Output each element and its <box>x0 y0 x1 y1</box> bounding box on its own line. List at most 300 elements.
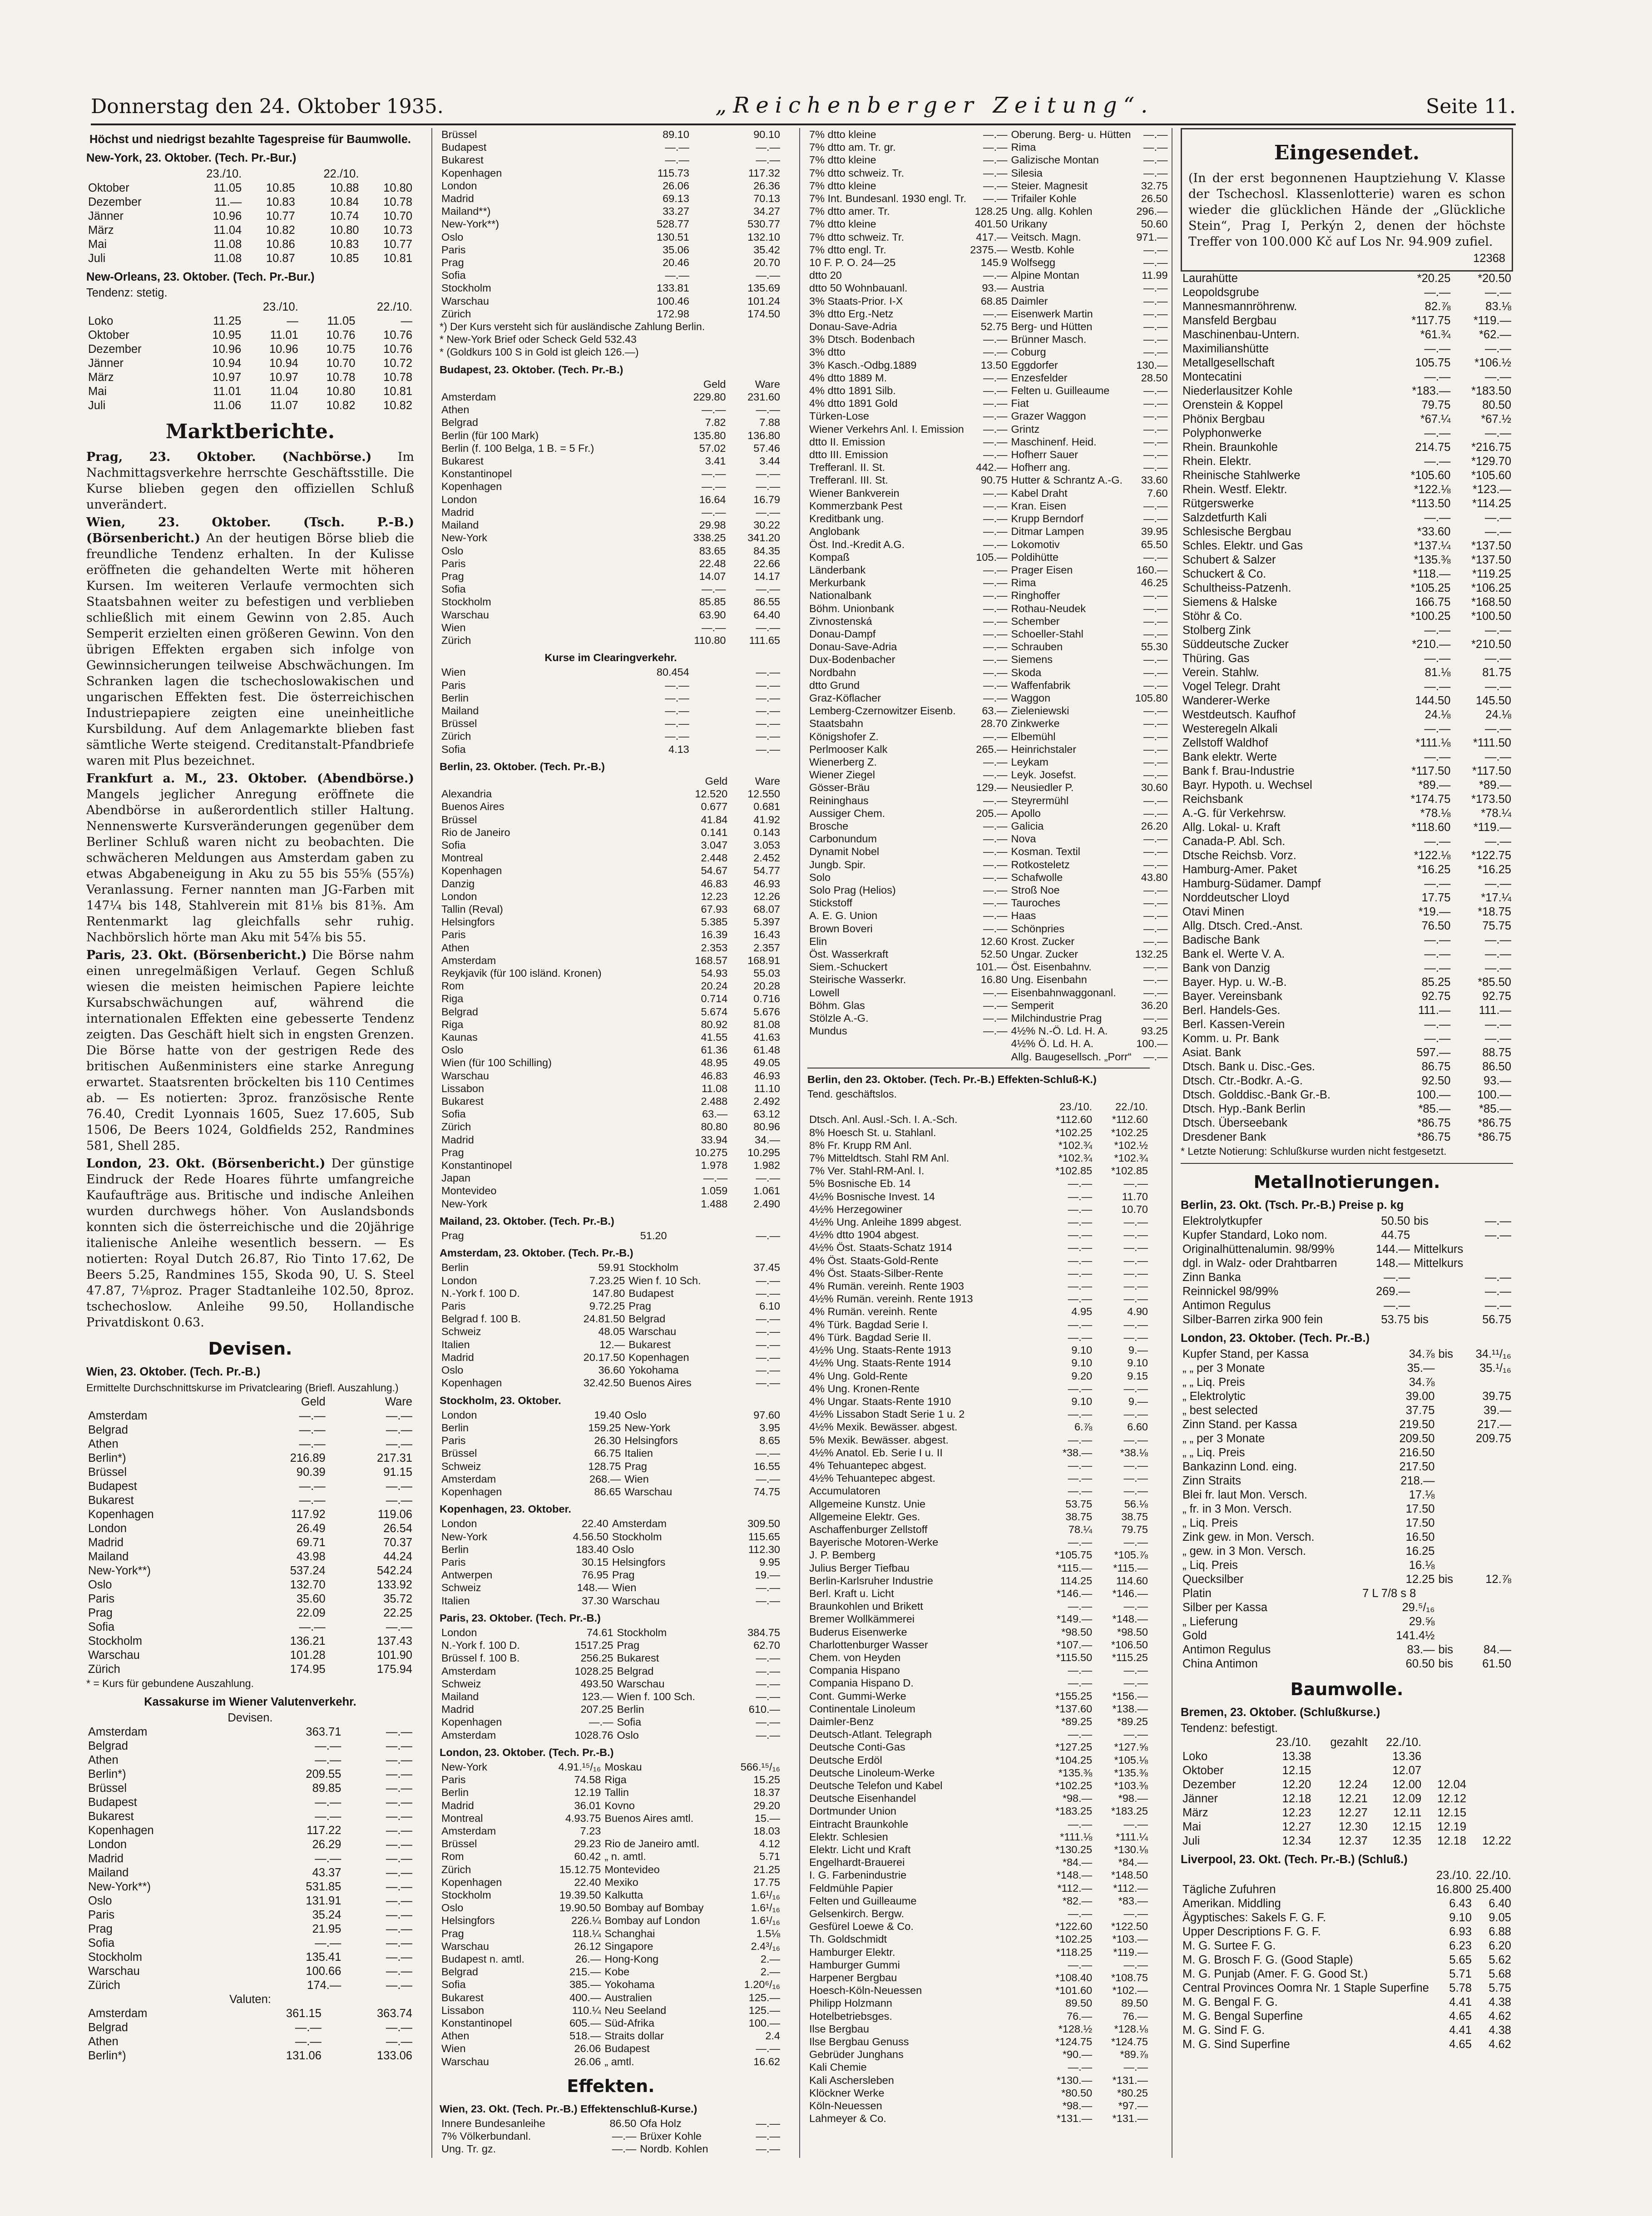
table-row <box>807 269 1170 282</box>
row-label: Juli <box>88 252 106 265</box>
row-value: 174.95 <box>290 1663 326 1676</box>
row-value: *122.⅛ <box>1414 849 1451 862</box>
row-value: 92.75 <box>1482 990 1511 1003</box>
table-row <box>86 1550 414 1564</box>
row-label: Budapest <box>88 1796 137 1809</box>
row-label: Perlmooser Kalk <box>809 743 888 755</box>
no-tendency: Tendenz: stetig. <box>86 287 168 299</box>
row-value: —.— <box>1424 624 1451 637</box>
row-label: dtto Grund <box>809 679 860 691</box>
row-label: Leopoldsgrube <box>1182 286 1259 299</box>
row-value: 34.¹¹/₁₆ <box>1475 1348 1511 1360</box>
row-label: Brüssel <box>441 1447 477 1459</box>
row-value: 13.38 <box>1282 1750 1311 1763</box>
row-value: *135.⅜ <box>1114 1766 1148 1779</box>
row-value: bis <box>1414 1313 1429 1326</box>
row-value: 46.93 <box>753 1069 780 1082</box>
table-row <box>807 231 1170 243</box>
row-value: —.— <box>1143 743 1168 755</box>
row-value <box>1436 1544 1461 1558</box>
row-value: 268.— <box>589 1473 621 1485</box>
table-row <box>807 1651 1150 1664</box>
table-row <box>807 1971 1150 1984</box>
row-label: Madrid <box>441 1799 474 1811</box>
row-value: 12.21 <box>1338 1792 1368 1805</box>
row-label: Athen <box>88 1438 119 1450</box>
table-row <box>1181 694 1513 708</box>
row-value: Belgrad <box>628 1313 666 1325</box>
row-value: —.— <box>1068 1434 1093 1446</box>
row-value: Heinrichstaler <box>1011 743 1077 755</box>
table-row <box>807 1536 1150 1548</box>
row-value: 217.— <box>1477 1418 1511 1431</box>
row-label: Ung. Tr. gz. <box>441 2143 496 2155</box>
row-value: 10.72 <box>383 357 412 370</box>
row-label: Stockholm <box>441 1889 491 1901</box>
row-value <box>1461 1474 1513 1488</box>
row-value: —.— <box>1068 1536 1093 1548</box>
row-value: —.— <box>1424 652 1451 665</box>
row-label: London <box>441 1626 477 1638</box>
row-value: *115.— <box>1113 1562 1148 1574</box>
row-label: Warschau <box>88 1649 140 1662</box>
row-label: Central Provinces Oomra Nr. 1 Staple Superfine <box>1182 1982 1429 1994</box>
row-value: Wolfsegg <box>1011 257 1056 269</box>
metal-london-heading: London, 23. Oktober. (Tech. Pr.-B.) <box>1181 1332 1370 1345</box>
row-value: 12.15 <box>1282 1764 1311 1777</box>
table-row <box>440 1184 782 1197</box>
table-row <box>440 634 782 647</box>
row-value: Mittelkurs <box>1414 1243 1464 1256</box>
row-value: 83.65 <box>699 544 726 557</box>
row-value: 33.60 <box>1141 474 1168 486</box>
row-value: Apollo <box>1011 807 1041 819</box>
table-row <box>807 153 1170 166</box>
row-value: *16.25 <box>1417 863 1451 876</box>
row-value: —.— <box>983 179 1008 192</box>
table-row <box>807 282 1170 294</box>
row-label: „ „ Liq. Preis <box>1182 1376 1245 1389</box>
row-value: —.— <box>612 2143 637 2155</box>
row-value: Helsingfors <box>612 1556 666 1568</box>
row-value: 84.35 <box>753 544 780 557</box>
row-value: 100.— <box>748 2017 780 2029</box>
row-value: 26.— <box>575 1953 601 1965</box>
row-label: Oslo <box>441 544 464 557</box>
report-dateline: Prag, 23. Oktober. (Nachbörse.) <box>86 450 372 464</box>
row-label: Mailand <box>441 1690 479 1702</box>
table-row <box>1181 1834 1513 1848</box>
row-label: Zürich <box>441 634 471 646</box>
row-value: —.— <box>1123 1242 1148 1254</box>
row-label: Kommerzbank Pest <box>809 500 903 512</box>
row-value: 12.34 <box>1282 1835 1311 1847</box>
row-label: Paris <box>441 557 466 569</box>
row-value: 67.93 <box>701 903 728 915</box>
row-value: 231.60 <box>747 391 780 403</box>
row-value: —.— <box>386 1866 412 1879</box>
row-value: Bukarest <box>617 1652 659 1664</box>
row-value: 90.10 <box>753 129 780 140</box>
row-value: *131.— <box>1112 2112 1148 2125</box>
row-label: Lowell <box>809 986 840 999</box>
row-value: *82.— <box>1062 1894 1093 1907</box>
row-label: Madrid <box>441 1133 474 1146</box>
row-value: 101.90 <box>377 1649 412 1662</box>
valuten-table <box>86 2007 414 2063</box>
row-label: „ Elektrolytic <box>1182 1390 1246 1403</box>
row-value: *112.— <box>1057 1882 1093 1894</box>
row-value <box>1461 1615 1513 1629</box>
table-row <box>1181 1587 1513 1601</box>
row-value: *183.— <box>1412 385 1451 397</box>
row-value: —.— <box>1143 986 1168 999</box>
table-row <box>86 1796 414 1810</box>
row-value: —.— <box>386 1937 412 1949</box>
table-row <box>1181 1953 1513 1967</box>
row-label: Aussiger Chem. <box>809 807 885 819</box>
row-value: 1028.76 <box>574 1729 613 1741</box>
row-value: 125.— <box>748 2004 780 2016</box>
row-label: Belgrad <box>88 1424 128 1436</box>
row-label: Allgemeine Kunstz. Unie <box>809 1498 926 1510</box>
row-value: 74.75 <box>753 1485 780 1498</box>
row-value: 209.55 <box>306 1768 341 1781</box>
table-row <box>440 1825 782 1837</box>
table-row <box>807 461 1170 474</box>
header-cell: Geld <box>705 775 728 787</box>
row-label: Stockholm <box>441 596 491 608</box>
row-label: 7% dtto am. Tr. gr. <box>809 141 896 153</box>
row-value: „ n. amtl. <box>604 1850 646 1863</box>
row-value: 9.10 <box>1071 1344 1093 1356</box>
report-dateline: Frankfurt a. M., 23. Oktober. (Abendbörse.) <box>86 772 414 786</box>
table-row <box>440 1351 782 1364</box>
row-value: Westb. Kohle <box>1011 243 1074 256</box>
row-value: 101.— <box>976 961 1008 973</box>
row-value: —.— <box>756 679 780 691</box>
table-row <box>807 2010 1150 2023</box>
row-label: Kopenhagen <box>88 1824 154 1837</box>
row-value: —.— <box>756 2143 780 2155</box>
row-value: —.— <box>386 1796 412 1809</box>
row-label: Bukarest <box>441 455 484 467</box>
row-label: Steirische Wasserkr. <box>809 974 906 986</box>
row-label: Stockholm <box>88 1635 143 1647</box>
row-label: Kompaß <box>809 551 850 563</box>
row-label: Kopenhagen <box>441 1876 502 1888</box>
row-value <box>1412 1228 1474 1242</box>
row-value: 65.50 <box>1141 538 1168 550</box>
table-row <box>1181 595 1513 609</box>
stockholm-heading: Stockholm, 23. Oktober. <box>440 1394 561 1406</box>
row-label: Mai <box>88 238 107 251</box>
table-row <box>1181 961 1513 975</box>
row-label: Italien <box>441 1594 470 1607</box>
row-label: Compania Hispano D. <box>809 1677 914 1689</box>
row-value: 26.36 <box>753 179 780 192</box>
row-value: *174.75 <box>1410 793 1451 806</box>
row-label <box>807 1037 968 1050</box>
row-value: *16.25 <box>1478 863 1511 876</box>
row-value: —.— <box>1484 1299 1511 1312</box>
row-value: *67.¼ <box>1420 413 1451 425</box>
row-value: *138.— <box>1112 1702 1148 1715</box>
row-label: Braunkohlen und Brikett <box>809 1600 923 1613</box>
row-value: Buenos Aires <box>628 1377 692 1389</box>
table-row <box>807 1946 1150 1959</box>
row-value: —.— <box>983 871 1008 883</box>
row-label: Zürich <box>441 1863 471 1875</box>
row-value: *78.⅛ <box>1420 807 1451 820</box>
row-value: 10.83 <box>330 238 359 251</box>
row-value: —.— <box>983 999 1008 1011</box>
row-label: Montevideo <box>441 1185 497 1197</box>
no-cotton-table <box>86 300 414 413</box>
row-value: *111.50 <box>1473 737 1511 749</box>
table-row <box>86 342 414 356</box>
row-label: Helsingfors <box>441 916 495 928</box>
row-value: *85.— <box>1418 1103 1451 1115</box>
header-cell <box>1181 1869 1434 1883</box>
row-label: 7% Völkerbundanl. <box>441 2130 531 2142</box>
row-label: Schubert & Salzer <box>1182 554 1276 566</box>
row-value: 1.5⅛ <box>756 1927 780 1939</box>
row-label: Zinn Straits <box>1182 1474 1241 1487</box>
row-label: Budapest <box>441 141 487 153</box>
row-value: 63.90 <box>699 608 726 621</box>
row-value: —.— <box>1143 717 1168 730</box>
row-value: 518.— <box>569 2030 601 2042</box>
table-row <box>440 1940 782 1953</box>
table-row <box>440 1082 782 1095</box>
row-value: 28.70 <box>980 717 1008 730</box>
table-row <box>1181 835 1513 849</box>
row-value: 4.13 <box>668 743 689 755</box>
row-label: Amsterdam <box>441 1473 496 1485</box>
table-row <box>440 544 782 557</box>
row-label: Schultheiss-Patzenh. <box>1182 582 1291 594</box>
table-row <box>807 973 1170 986</box>
row-label: Donau-Dampf <box>809 628 876 640</box>
table-row <box>807 999 1170 1012</box>
row-value <box>1423 1750 1468 1764</box>
row-label: Nationalbank <box>809 589 872 602</box>
row-value: 542.24 <box>377 1564 412 1577</box>
table-row <box>1181 1004 1513 1018</box>
row-value: „ amtl. <box>604 2055 634 2068</box>
row-value: —.— <box>1143 705 1168 717</box>
row-value: *105.75 <box>1055 1549 1093 1561</box>
table-row <box>86 1753 414 1767</box>
row-value: Haas <box>1011 910 1036 922</box>
row-value: 80.454 <box>656 666 689 678</box>
column-4 <box>1172 128 1517 2158</box>
row-label: Kopenhagen <box>441 167 502 179</box>
table-row <box>440 1703 782 1716</box>
row-label: Schweiz <box>441 1677 481 1690</box>
table-row <box>1181 609 1513 623</box>
row-label: Paris <box>88 1593 115 1605</box>
row-label: Bukarest <box>88 1494 134 1507</box>
row-label: Budapest <box>88 1480 137 1493</box>
kopenhagen-table <box>440 1517 782 1607</box>
table-row <box>1181 1299 1513 1313</box>
row-value: 16.50 <box>1405 1531 1435 1543</box>
row-label: Dtsch. Golddisc.-Bank Gr.-B. <box>1182 1088 1331 1101</box>
table-row <box>440 2029 782 2042</box>
table-row <box>807 2023 1150 2035</box>
row-value: 26.20 <box>1141 820 1168 832</box>
table-row <box>440 1786 782 1799</box>
table-row <box>1181 1102 1513 1116</box>
row-label: Dtsche Reichsb. Vorz. <box>1182 849 1296 862</box>
table-row <box>86 399 414 413</box>
row-value: 168.91 <box>747 954 780 966</box>
row-value: 125.— <box>748 1991 780 2003</box>
row-label: Warschau <box>441 608 489 621</box>
row-value: —.— <box>756 506 780 518</box>
row-label: Riga <box>441 1018 464 1030</box>
row-label: Jänner <box>88 357 124 370</box>
row-value: Kalkutta <box>604 1889 643 1901</box>
table-row <box>1181 1488 1513 1502</box>
row-value: 86.55 <box>753 596 780 608</box>
row-value: 141.4½ <box>1396 1629 1435 1642</box>
table-row <box>807 2061 1150 2073</box>
table-row <box>440 903 782 915</box>
mailand-table <box>440 1229 782 1242</box>
row-value: —.— <box>1143 602 1168 614</box>
table-row <box>440 403 782 416</box>
row-value: 4.41 <box>1449 1996 1472 2008</box>
table-row <box>1181 1502 1513 1516</box>
row-value: 14.17 <box>753 570 780 582</box>
row-value: —.— <box>1068 1728 1093 1741</box>
row-label: Bankazinn Lond. eing. <box>1182 1460 1297 1473</box>
table-row <box>807 1203 1150 1216</box>
row-value: —.— <box>983 154 1008 166</box>
row-label: Mai <box>88 385 107 398</box>
row-value: 48.05 <box>598 1326 625 1338</box>
table-row <box>440 1876 782 1889</box>
row-value <box>1436 1361 1461 1375</box>
row-value: *98.— <box>1118 1792 1148 1805</box>
row-value: 4.65 <box>1449 2010 1472 2023</box>
row-value: —.— <box>386 1852 412 1865</box>
table-row <box>807 1959 1150 1971</box>
table-row <box>1181 553 1513 567</box>
row-value: —.— <box>1484 525 1511 538</box>
row-value: —.— <box>983 435 1008 448</box>
row-value: —.— <box>983 397 1008 410</box>
row-value: 4.38 <box>1489 2024 1511 2037</box>
row-value: —.— <box>1424 962 1451 974</box>
row-label: Gesfürel Loewe & Co. <box>809 1920 914 1933</box>
row-label: 7% Int. Bundesanl. 1930 engl. Tr. <box>809 193 967 205</box>
table-row <box>807 1677 1150 1689</box>
row-value: 11.07 <box>270 399 298 412</box>
table-row <box>807 1241 1150 1254</box>
row-label: Amsterdam <box>441 954 496 966</box>
row-value: 442.— <box>976 461 1008 474</box>
row-value: Urikany <box>1011 218 1048 230</box>
row-value: 76.— <box>1122 2010 1148 2022</box>
table-row <box>807 1510 1150 1523</box>
row-value: 4.62 <box>1489 2038 1511 2051</box>
row-value: bis <box>1438 1573 1454 1586</box>
table-row <box>807 1305 1150 1318</box>
row-value: 214.75 <box>1415 441 1451 454</box>
row-value: 1.978 <box>701 1159 728 1172</box>
row-label: Bayer. Vereinsbank <box>1182 990 1282 1003</box>
row-value: *80.25 <box>1117 2087 1148 2099</box>
row-label: „ gew. in 3 Mon. Versch. <box>1182 1545 1306 1558</box>
row-value: 56.⅛ <box>1124 1498 1148 1510</box>
row-value: *122.⅛ <box>1414 483 1451 496</box>
newspaper-title: „Reichenberger Zeitung“. <box>715 93 1154 118</box>
row-value: 5.68 <box>1489 1968 1511 1980</box>
row-value: *102.— <box>1112 1984 1148 1997</box>
row-value: 32.75 <box>1141 179 1168 192</box>
table-row <box>440 167 782 179</box>
report-dateline: London, 23. Okt. (Börsenbericht.) <box>86 1157 326 1171</box>
row-value: —.— <box>983 1025 1008 1037</box>
table-row <box>1181 680 1513 694</box>
row-label: Brüssel <box>88 1466 127 1479</box>
row-value: 111.65 <box>749 634 780 646</box>
row-value: —.— <box>386 1838 412 1851</box>
table-row <box>807 794 1170 807</box>
row-value: —.— <box>665 141 689 153</box>
row-label: Brosche <box>809 820 849 832</box>
table-row <box>1181 638 1513 652</box>
row-value: 5.397 <box>753 916 780 928</box>
table-row <box>807 845 1170 858</box>
row-value: —.— <box>983 666 1008 678</box>
row-value: 1.061 <box>753 1185 780 1197</box>
row-value: —.— <box>1123 1728 1148 1741</box>
row-label: Schlesische Bergbau <box>1182 525 1291 538</box>
row-label: Th. Goldschmidt <box>809 1933 887 1945</box>
row-label: Antimon Regulus <box>1182 1643 1271 1656</box>
row-value: *20.25 <box>1417 272 1451 285</box>
table-row <box>807 346 1170 358</box>
row-label: Deutsche Erdöl <box>809 1754 882 1766</box>
table-row <box>86 1866 414 1880</box>
table-row <box>440 1665 782 1677</box>
row-value: 361.15 <box>286 2007 321 2020</box>
row-value: *148.50 <box>1111 1869 1148 1881</box>
berlin-effekten-tendency: Tend. geschäftslos. <box>807 1088 897 1100</box>
row-value: *83.— <box>1118 1894 1148 1907</box>
table-row <box>440 954 782 967</box>
table-header-row <box>86 1395 414 1409</box>
row-value: —.— <box>983 922 1008 935</box>
row-value: —.— <box>756 1652 780 1664</box>
row-value: 133.81 <box>657 282 689 294</box>
row-value: —.— <box>1123 1293 1148 1305</box>
row-value: 81.75 <box>1482 666 1511 679</box>
row-value: 80.50 <box>1482 399 1511 411</box>
row-label: Badische Bank <box>1182 934 1260 946</box>
row-value: 89.50 <box>1121 1997 1148 2009</box>
row-value: *89.⅞ <box>1120 2048 1148 2061</box>
stockholm-table <box>440 1409 782 1498</box>
row-value: 2.353 <box>701 941 728 954</box>
row-value: 50.50 <box>1381 1215 1410 1227</box>
row-value: 131.91 <box>306 1894 341 1907</box>
